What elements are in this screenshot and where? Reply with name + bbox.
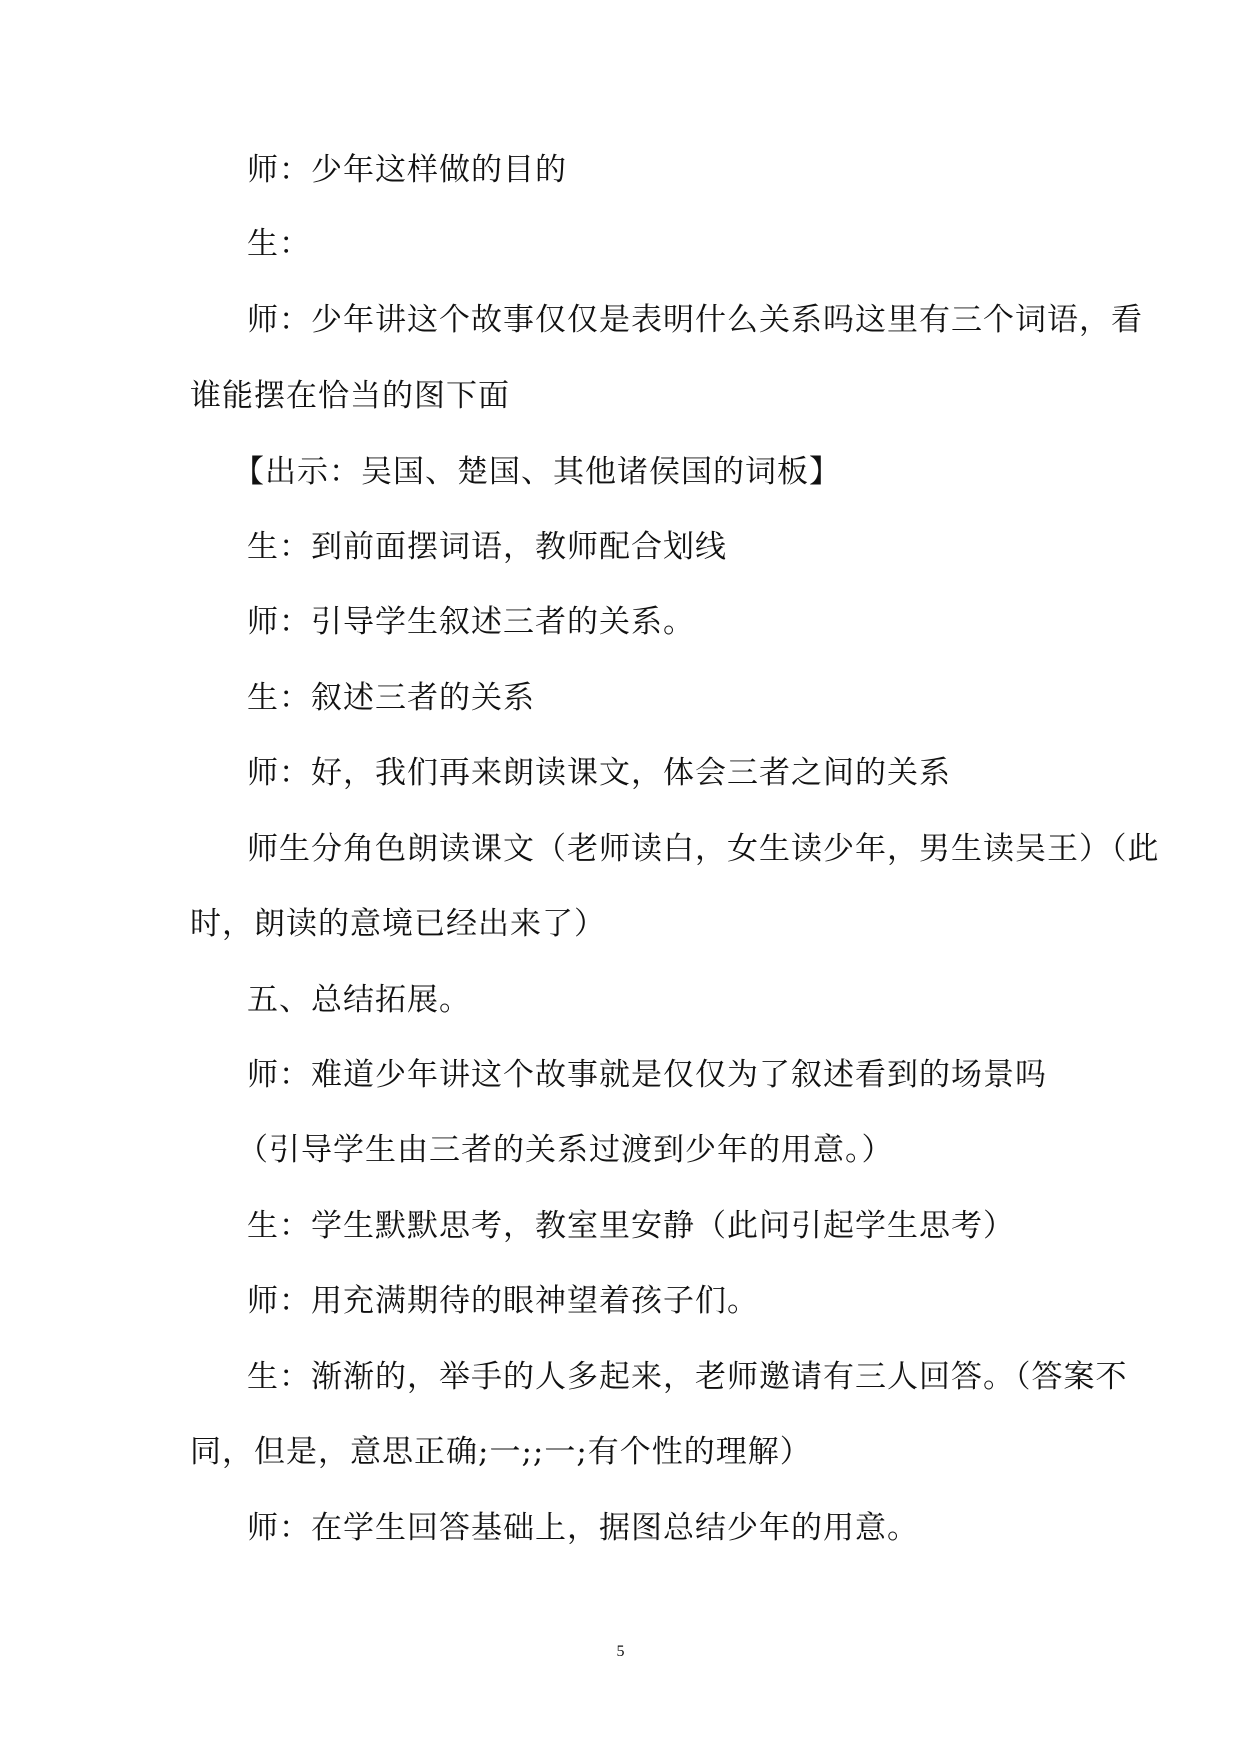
- page-number: 5: [616, 1643, 625, 1660]
- paragraph-line-15: 生：学生默默思考，教室里安静（此问引起学生思考）: [247, 1208, 1015, 1244]
- paragraph-line-19: 师：在学生回答基础上，据图总结少年的用意。: [247, 1510, 919, 1546]
- paragraph-line-10: 师生分角色朗读课文（老师读白，女生读少年，男生读吴王）（此: [247, 831, 1160, 867]
- paragraph-line-1: 师：少年这样做的目的: [247, 152, 567, 188]
- paragraph-line-3: 师：少年讲这个故事仅仅是表明什么关系吗这里有三个词语，看: [247, 302, 1143, 338]
- paragraph-line-2: 生：: [247, 226, 311, 262]
- paragraph-line-7: 师：引导学生叙述三者的关系。: [247, 604, 695, 640]
- paragraph-line-13: 师：难道少年讲这个故事就是仅仅为了叙述看到的场景吗: [247, 1057, 1047, 1093]
- paragraph-line-18: 同，但是，意思正确;一;;一;有个性的理解）: [190, 1434, 812, 1470]
- paragraph-line-6: 生：到前面摆词语，教师配合划线: [247, 529, 727, 565]
- paragraph-line-11: 时，朗读的意境已经出来了）: [190, 906, 606, 942]
- paragraph-line-9: 师：好，我们再来朗读课文，体会三者之间的关系: [247, 755, 951, 791]
- paragraph-line-8: 生：叙述三者的关系: [247, 680, 535, 716]
- paragraph-line-4: 谁能摆在恰当的图下面: [190, 378, 510, 414]
- paragraph-line-16: 师：用充满期待的眼神望着孩子们。: [247, 1283, 759, 1319]
- paragraph-line-5: 【出示：吴国、楚国、其他诸侯国的词板】: [233, 454, 841, 490]
- paragraph-line-14: （引导学生由三者的关系过渡到少年的用意。）: [237, 1132, 894, 1168]
- section-heading: 五、总结拓展。: [247, 982, 471, 1018]
- paragraph-line-17: 生：渐渐的，举手的人多起来，老师邀请有三人回答。（答案不: [247, 1359, 1128, 1395]
